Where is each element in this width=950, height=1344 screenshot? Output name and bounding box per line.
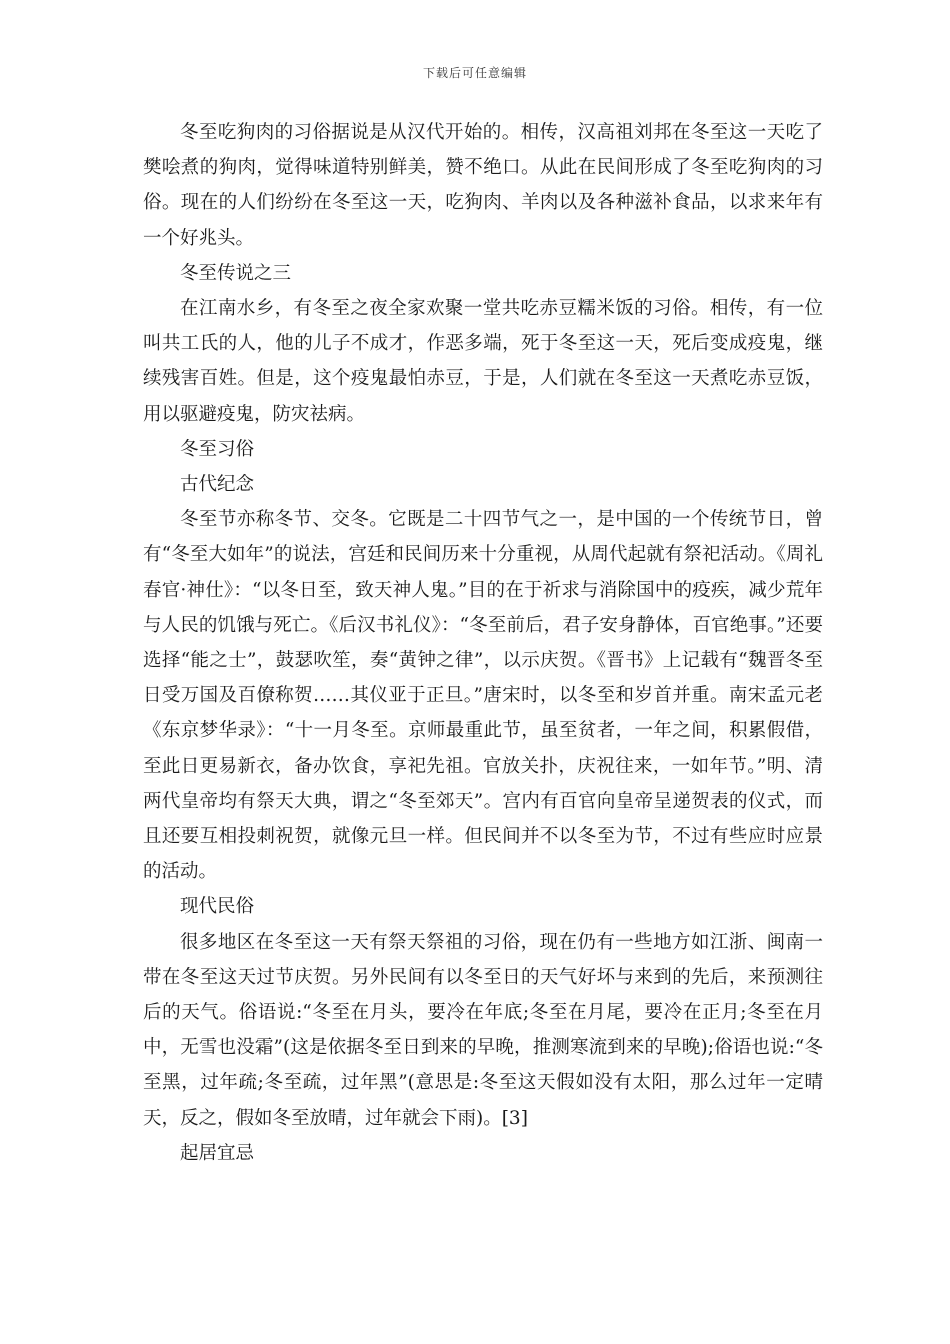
paragraph-red-bean-rice: 在江南水乡，有冬至之夜全家欢聚一堂共吃赤豆糯米饭的习俗。相传，有一位叫共工氏的人，他的儿子不成才，作恶多端，死于冬至这一天，死后变成疫鬼，继续残害百姓。但是，这个疫鬼最怕赤豆，于是，人们就在冬至这一天煮吃赤豆饭，用以驱避疫鬼，防灾祛病。 bbox=[143, 298, 823, 425]
page-header: 下载后可任意编辑 bbox=[422, 66, 527, 80]
section-heading-daily-life: 起居宜忌 bbox=[180, 1142, 255, 1164]
section-heading-legend-three: 冬至传说之三 bbox=[180, 262, 292, 284]
paragraph-dog-meat-custom: 冬至吃狗肉的习俗据说是从汉代开始的。相传，汉高祖刘邦在冬至这一天吃了樊哙煮的狗肉，觉得味道特别鲜美，赞不绝口。从此在民间形成了冬至吃狗肉的习俗。现在的人们纷纷在冬至这一天，吃狗肉、羊肉以及各种滋补食品，以求来年有一个好兆头。 bbox=[143, 122, 823, 249]
paragraph-ancient-commemoration: 冬至节亦称冬节、交冬。它既是二十四节气之一，是中国的一个传统节日，曾有“冬至大如年”的说法，宫廷和民间历来十分重视，从周代起就有祭祀活动。《周礼春官·神仕》：“以冬日至，致天神人鬼。”目的在于祈求与消除国中的疫疾，减少荒年与人民的饥饿与死亡。《后汉书礼仪》：“冬至前后，君子安身静体，百官绝事。”还要选择“能之士”，鼓瑟吹笙，奏“黄钟之律”，以示庆贺。《晋书》上记载有“魏晋冬至日受万国及百僚称贺……其仪亚于正旦。”唐宋时，以冬至和岁首并重。南宋孟元老《东京梦华录》：“十一月冬至。京师最重此节，虽至贫者，一年之间，积累假借，至此日更易新衣，备办饮食，享祀先祖。官放关扑，庆祝往来，一如年节。”明、清两代皇帝均有祭天大典，谓之“冬至郊天”。宫内有百官向皇帝呈递贺表的仪式，而且还要互相投刺祝贺，就像元旦一样。但民间并不以冬至为节，不过有些应时应景的活动。 bbox=[143, 509, 823, 883]
section-heading-ancient-commemoration: 古代纪念 bbox=[180, 474, 255, 496]
section-heading-winter-solstice-customs: 冬至习俗 bbox=[180, 438, 255, 460]
document-body bbox=[143, 115, 823, 1171]
section-heading-modern-customs: 现代民俗 bbox=[180, 896, 255, 918]
paragraph-modern-customs: 很多地区在冬至这一天有祭天祭祖的习俗，现在仍有一些地方如江浙、闽南一带在冬至这天过节庆贺。另外民间有以冬至日的天气好坏与来到的先后，来预测往后的天气。俗语说:“冬至在月头，要冷在年底;冬至在月尾，要冷在正月;冬至在月中，无雪也没霜”(这是依据冬至日到来的早晚，推测寒流到来的早晚);俗语也说:“冬至黑，过年疏;冬至疏，过年黑”(意思是:冬至这天假如没有太阳，那么过年一定晴天，反之，假如冬至放晴，过年就会下雨)。[3] bbox=[143, 931, 823, 1129]
